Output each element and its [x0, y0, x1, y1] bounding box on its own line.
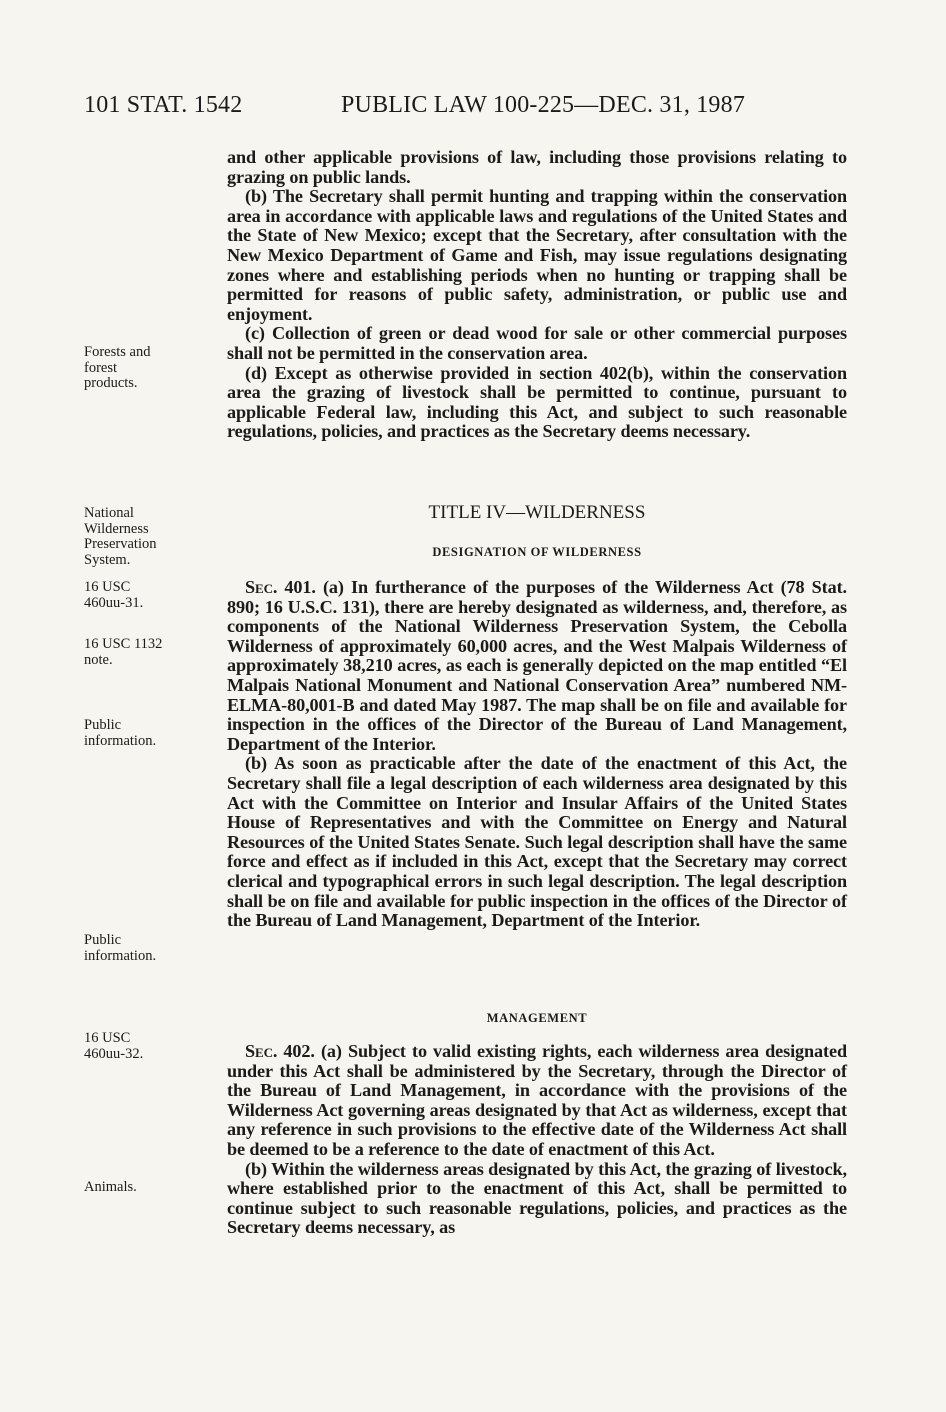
margin-note-line: Public [84, 932, 122, 948]
paragraph-grazing: (d) Except as otherwise provided in section 402(b), within the conservation area the grazing of livestock shall be permitted to continue, pursuant to applicable Federal law, including this Act, and subject to such reasonable regulations, policies, and practices as the Secretary deems necessary. [227, 362, 847, 442]
margin-note-usc-1132 [84, 637, 204, 668]
margin-note-forests [84, 345, 204, 392]
margin-note-line: System. [84, 551, 131, 568]
section-label: Sec. 401. [245, 577, 316, 597]
margin-note-line: Forests and [84, 344, 151, 360]
margin-note-line: 16 USC [84, 1030, 131, 1046]
section-label: Sec. 402. [245, 1041, 315, 1061]
margin-note-wilderness-system [84, 506, 204, 568]
section-401-paragraph-b: (b) As soon as practicable after the date of the enactment of this Act, the Secretary shall file a legal description of each wilderness area designated by this Act with the Committee on Interior and Insular Affairs of the United States House of Representatives and with the Committee on Energy and Natural Resources of the United States Senate. Such legal description shall have the same force and effect as if included in this Act, except that the Secretary may correct clerical and typographical errors in such legal description. The legal description shall be on file and available for public inspection in the offices of the Director of the Bureau of Land Management, Department of the Interior. [227, 753, 847, 931]
section-401-paragraph-a [227, 578, 847, 754]
margin-note-line: information. [84, 732, 157, 749]
section-401-a-text: (a) In furtherance of the purposes of the Wilderness Act (78 Stat. 890; 16 U.S.C. 131), there are hereby designated as wilderness, and, therefore, as components of the National Wilderness Preservation System, the Cebolla Wilderness of approximately 60,000 acres, and the West Malpais Wilderness of approximately 38,210 acres, as each is generally depicted on the map entitled “El Malpais National Monument and National Conservation Area” numbered NM-ELMA-80,001-B and dated May 1987. The map shall be on file and available for inspection in the offices of the Director of the Bureau of Land Management, Department of the Interior. [227, 577, 848, 754]
section-401 [227, 578, 847, 931]
margin-note-public-info-1 [84, 718, 204, 749]
public-law-reference: PUBLIC LAW 100-225—DEC. 31, 1987 [341, 92, 746, 118]
paragraph-continuation: and other applicable provisions of law, including those provisions relating to grazing on public lands. [227, 147, 847, 187]
margin-note-line: 460uu-32. [84, 1045, 144, 1062]
margin-note-line: products. [84, 375, 138, 391]
section-402 [227, 1042, 847, 1238]
margin-note-line: Public [84, 717, 122, 733]
margin-note-usc-401 [84, 580, 204, 611]
paragraph-hunting: (b) The Secretary shall permit hunting and trapping within the conservation area in accordance with applicable laws and regulations of the United States and the State of New Mexico; except that the Secretary, after consultation with the New Mexico Department of Game and Fish, may issue regulations designating zones where and establishing periods when no hunting or trapping shall be permitted for reasons of public safety, administration, or public use and enjoyment. [227, 186, 847, 324]
section-heading-designation: DESIGNATION OF WILDERNESS [432, 545, 642, 559]
margin-note-line: note. [84, 651, 113, 668]
margin-note-line: Wilderness [84, 520, 149, 537]
margin-note-line: Preservation [84, 536, 157, 552]
margin-note-usc-402 [84, 1031, 204, 1062]
margin-note-animals [84, 1180, 204, 1196]
margin-note-line: information. [84, 947, 157, 964]
section-400-continuation [227, 148, 847, 442]
section-402-paragraph-b: (b) Within the wilderness areas designated by this Act, the grazing of livestock, where established prior to the enactment of this Act, shall be permitted to continue subject to such reasonable regulations, policies, and practices as the Secretary deems necessary, as [227, 1158, 847, 1238]
margin-note-line: National [84, 505, 134, 521]
page-header [84, 92, 844, 122]
margin-note-line: 460uu-31. [84, 594, 144, 611]
section-heading-management: MANAGEMENT [486, 1011, 588, 1025]
margin-note-public-info-2 [84, 933, 204, 964]
stat-reference: 101 STAT. 1542 [84, 92, 243, 118]
margin-note-line: 16 USC 1132 [84, 636, 163, 652]
margin-note-line: 16 USC [84, 579, 131, 595]
paragraph-wood-collection: (c) Collection of green or dead wood for sale or other commercial purposes shall not be permitted in the conservation area. [227, 323, 847, 363]
margin-note-line: forest [84, 359, 118, 376]
section-402-paragraph-a [227, 1042, 847, 1160]
section-402-a-text: (a) Subject to valid existing rights, each wilderness area designated under this Act shall be administered by the Secretary, through the Director of the Bureau of Land Management, in accordance with the provisions of the Wilderness Act governing areas designated by that Act as wilderness, except that any reference in such provisions to the effective date of the Wilderness Act shall be deemed to be a reference to the date of enactment of this Act. [227, 1041, 847, 1159]
title-heading: TITLE IV—WILDERNESS [428, 502, 646, 523]
margin-note-line: Animals. [84, 1179, 137, 1195]
